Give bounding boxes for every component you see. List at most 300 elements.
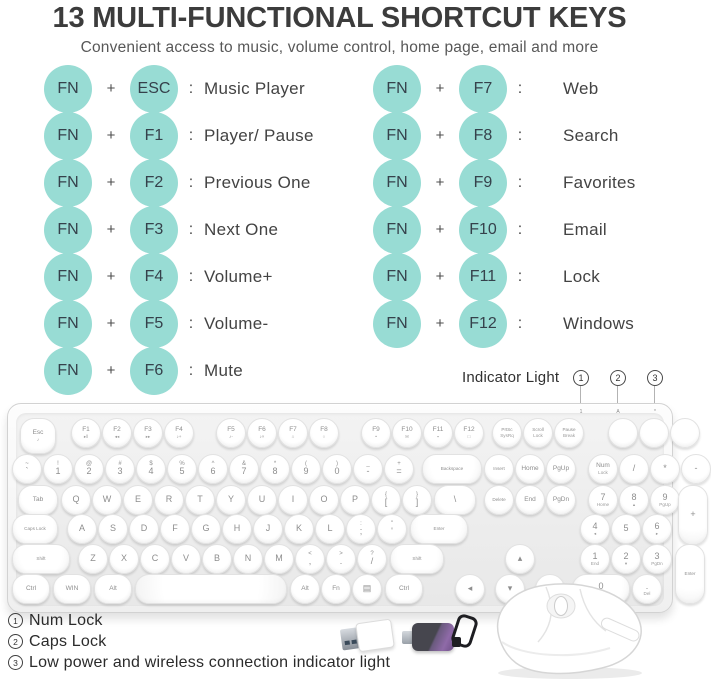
key-label: / — [370, 556, 374, 567]
key-sub-label: ▴ — [632, 502, 636, 508]
shortcut-key-badge: F2 — [130, 159, 178, 207]
key-- — [681, 454, 711, 484]
fn-key-badge: FN — [373, 300, 421, 348]
key-w — [92, 485, 122, 515]
shortcut-column-right — [373, 65, 636, 347]
key-label: J — [265, 523, 271, 534]
key-k — [284, 514, 314, 544]
keyboard-row — [8, 454, 711, 484]
key-label: ; — [359, 526, 363, 537]
fn-key-badge: FN — [44, 65, 92, 113]
keyboard-row — [8, 514, 672, 544]
keyboard-row — [8, 418, 700, 454]
key-enter — [675, 544, 705, 604]
key-label: G — [202, 523, 210, 534]
key-4 — [136, 454, 166, 484]
key-label: ▾ — [507, 583, 513, 594]
key-shift-symbol: > — [339, 551, 343, 558]
colon-separator: : — [188, 267, 194, 285]
shortcut-row — [44, 253, 314, 300]
shortcut-key-badge: F12 — [459, 300, 507, 348]
key-label: I — [291, 494, 295, 505]
plus-sign: + — [435, 315, 445, 332]
key-label: E — [134, 494, 141, 505]
key-f4 — [164, 418, 194, 448]
key-label: F7 — [289, 426, 297, 434]
key-label: Tab — [32, 495, 44, 503]
shortcut-column-left — [44, 65, 314, 394]
plus-sign: + — [106, 174, 116, 191]
plus-sign: + — [106, 221, 116, 238]
key-label: A — [78, 523, 85, 534]
colon-separator: : — [517, 220, 523, 238]
key-sub-label: ▾ — [624, 561, 628, 567]
key-label: T — [197, 494, 203, 505]
key-label: Alt — [109, 584, 117, 592]
key-label: W — [102, 494, 112, 505]
shortcut-action-label: Email — [563, 219, 608, 239]
key-label: F2 — [113, 426, 121, 434]
shortcut-action-label: Web — [563, 78, 599, 98]
key-label: ◂ — [467, 583, 473, 594]
key-shift-symbol: ^ — [211, 461, 215, 468]
key-shift-symbol: % — [179, 461, 185, 468]
key-label: F11 — [432, 426, 444, 434]
key-end — [515, 485, 545, 515]
key-label: . — [645, 580, 649, 591]
key-shift-symbol: ! — [57, 461, 59, 468]
fn-key-badge: FN — [44, 159, 92, 207]
key-label: * — [663, 463, 667, 474]
key-label: 3 — [654, 550, 660, 561]
key-r — [154, 485, 184, 515]
colon-separator: : — [188, 361, 194, 379]
key-label: K — [295, 523, 302, 534]
key-label: 4 — [592, 520, 598, 531]
key-sub-label: ▸▸ — [145, 433, 151, 439]
key-i — [278, 485, 308, 515]
key-8 — [260, 454, 290, 484]
key-o — [309, 485, 339, 515]
fn-key-badge: FN — [44, 206, 92, 254]
key-label: Alt — [301, 584, 309, 592]
key-label: Pause — [562, 427, 576, 433]
key-label: 8 — [631, 491, 637, 502]
key-label: S — [109, 523, 116, 534]
key-glyph — [455, 574, 485, 604]
key-shift-symbol: # — [118, 461, 122, 468]
key-sub-label: PgDn — [651, 561, 663, 567]
colon-separator: : — [188, 126, 194, 144]
key-backspace — [422, 454, 482, 484]
plus-sign: + — [435, 221, 445, 238]
key-esc — [20, 418, 56, 454]
key-label: - — [694, 463, 698, 474]
key-shift-symbol: ~ — [25, 461, 29, 468]
shortcut-row — [44, 347, 314, 394]
key-1 — [580, 544, 610, 574]
plus-sign: + — [106, 127, 116, 144]
key-label: [ — [384, 497, 388, 508]
shortcut-key-badge: F4 — [130, 253, 178, 301]
shortcut-action-label: Music Player — [204, 78, 305, 98]
key-label: N — [244, 553, 252, 564]
legend-number: 3 — [8, 655, 23, 670]
colon-separator: : — [517, 267, 523, 285]
key-/ — [619, 454, 649, 484]
legend-row — [8, 631, 390, 652]
shortcut-row — [373, 206, 636, 253]
key-label: 7 — [241, 466, 247, 477]
key-f — [160, 514, 190, 544]
key-label: U — [258, 494, 266, 505]
key-glyph — [352, 574, 382, 604]
key-glyph — [295, 544, 325, 574]
key-sub-label: • — [375, 433, 377, 439]
page-title: 13 MULTI-FUNCTIONAL SHORTCUT KEYS — [52, 2, 627, 34]
key-label: F1 — [82, 426, 90, 434]
key-sub-label: Lock — [533, 432, 543, 438]
key-9 — [650, 485, 680, 515]
key-f12 — [454, 418, 484, 448]
key-label: F6 — [258, 426, 266, 434]
key-g — [191, 514, 221, 544]
key-label: 4 — [148, 466, 154, 477]
key-2 — [611, 544, 641, 574]
indicator-light-label: Indicator Light — [462, 369, 560, 386]
key-label: Esc — [32, 429, 44, 437]
key-shift-symbol: } — [415, 492, 418, 499]
usb-c-adapter — [402, 615, 472, 657]
key-f9 — [361, 418, 391, 448]
colon-separator: : — [517, 314, 523, 332]
key-label: Backspace — [440, 465, 464, 471]
key-f2 — [102, 418, 132, 448]
key-7 — [588, 485, 618, 515]
key-label: Z — [90, 553, 96, 564]
shortcut-action-label: Next One — [204, 219, 279, 239]
key-enter — [410, 514, 468, 544]
key-h — [222, 514, 252, 544]
key-label: Enter — [684, 570, 696, 576]
key-blank — [670, 418, 700, 448]
key-shift-symbol: : — [360, 521, 362, 528]
key-label: + — [690, 509, 696, 520]
key-sub-label: Break — [562, 432, 575, 438]
key-f11 — [423, 418, 453, 448]
shortcut-row — [44, 300, 314, 347]
key-f7 — [278, 418, 308, 448]
key-label: ▴ — [517, 553, 523, 564]
key-glyph — [505, 544, 535, 574]
key-sub-label: ♪× — [259, 433, 265, 439]
legend-number: 2 — [8, 634, 23, 649]
key-label: \ — [453, 494, 457, 505]
key-f3 — [133, 418, 163, 448]
key-sub-label: ♪+ — [176, 433, 182, 439]
shortcut-action-label: Previous One — [204, 172, 311, 192]
key-b — [202, 544, 232, 574]
key-label: PgDn — [552, 495, 570, 503]
fn-key-badge: FN — [44, 253, 92, 301]
key-* — [650, 454, 680, 484]
key-label: P — [351, 494, 358, 505]
key-label: F9 — [372, 426, 380, 434]
key-label: V — [182, 553, 189, 564]
plus-sign: + — [106, 80, 116, 97]
key-label: Caps Lock — [24, 525, 46, 531]
plus-sign: + — [435, 80, 445, 97]
key-shift-symbol: _ — [366, 461, 370, 468]
shortcut-action-label: Volume- — [204, 313, 269, 333]
wireless-mouse-illustration — [482, 580, 654, 680]
fn-key-badge: FN — [373, 112, 421, 160]
key-1 — [43, 454, 73, 484]
key-label: 1 — [592, 550, 598, 561]
key-q — [61, 485, 91, 515]
key-label: . — [339, 556, 343, 567]
colon-separator: : — [517, 126, 523, 144]
key-label: L — [327, 523, 333, 534]
shortcut-key-badge: F11 — [459, 253, 507, 301]
shortcut-row — [44, 206, 314, 253]
key-label: C — [151, 553, 159, 564]
key-pause — [554, 418, 584, 448]
key-label: Delete — [492, 496, 506, 502]
key-label: 1 — [55, 466, 61, 477]
key-shift-symbol: ) — [336, 461, 338, 468]
key-blank — [639, 418, 669, 448]
key-c — [140, 544, 170, 574]
key-label: F5 — [227, 426, 235, 434]
colon-separator: : — [517, 79, 523, 97]
key-label: X — [120, 553, 127, 564]
key-delete — [484, 485, 514, 515]
key-glyph — [346, 514, 376, 544]
key-shift-symbol: * — [273, 461, 277, 468]
key-8 — [619, 485, 649, 515]
fn-key-badge: FN — [373, 159, 421, 207]
callout-number: 1 — [573, 370, 589, 386]
colon-separator: : — [517, 173, 523, 191]
key-label: ' — [391, 526, 393, 537]
key-label: End — [524, 495, 536, 503]
legend-text: Low power and wireless connection indicator light — [29, 653, 391, 671]
shortcut-action-label: Favorites — [563, 172, 636, 192]
key-5 — [611, 514, 641, 544]
key-sub-label: Del — [643, 591, 651, 597]
key-home — [515, 454, 545, 484]
key-3 — [105, 454, 135, 484]
legend-row — [8, 610, 390, 631]
colon-separator: : — [188, 314, 194, 332]
callout-number: 2 — [610, 370, 626, 386]
key-f5 — [216, 418, 246, 448]
key-n — [233, 544, 263, 574]
key-label: 0 — [598, 580, 604, 591]
colon-separator: : — [188, 79, 194, 97]
key-p — [340, 485, 370, 515]
key-label: = — [396, 466, 402, 477]
key-shift-symbol: $ — [149, 461, 153, 468]
shortcut-key-badge: F9 — [459, 159, 507, 207]
key-shift-symbol: { — [384, 492, 387, 499]
key-insert — [484, 454, 514, 484]
key-label: 5 — [179, 466, 185, 477]
key-label: F8 — [320, 426, 328, 434]
fn-key-badge: FN — [373, 253, 421, 301]
key-alt — [290, 574, 320, 604]
key-label: Shift — [412, 555, 422, 561]
key-- — [353, 454, 383, 484]
key-label: O — [320, 494, 328, 505]
indicator-light-mark: A — [616, 409, 620, 415]
key-sub-label: ▸ — [655, 531, 659, 537]
key-label: PgUp — [552, 464, 570, 472]
key-pgup — [546, 454, 576, 484]
fn-key-badge: FN — [373, 206, 421, 254]
key-shift-symbol: @ — [85, 461, 93, 468]
key-sub-label: □ — [467, 433, 471, 439]
key-0 — [322, 454, 352, 484]
key-shift-symbol: ? — [370, 551, 374, 558]
key-sub-label: ✉ — [405, 433, 409, 439]
fn-key-badge: FN — [44, 300, 92, 348]
key-v — [171, 544, 201, 574]
key-label: Home — [521, 464, 539, 472]
key-2 — [74, 454, 104, 484]
shortcut-key-badge: F1 — [130, 112, 178, 160]
key-shift — [12, 544, 70, 574]
key-blank — [135, 574, 287, 604]
key-label: H — [233, 523, 241, 534]
key-d — [129, 514, 159, 544]
shortcut-row — [373, 300, 636, 347]
key-label: PrtSc — [501, 427, 513, 433]
legend-text: Num Lock — [29, 611, 103, 629]
key-label: Scroll — [532, 427, 544, 433]
shortcut-action-label: Search — [563, 125, 619, 145]
key-x — [109, 544, 139, 574]
scroll-wheel — [555, 597, 568, 616]
key-label: 0 — [334, 466, 340, 477]
shortcut-row — [44, 112, 314, 159]
key-glyph — [371, 485, 401, 515]
shortcut-key-badge: F7 — [459, 65, 507, 113]
key-j — [253, 514, 283, 544]
colon-separator: : — [188, 173, 194, 191]
key-label: 7 — [600, 491, 606, 502]
legend-number: 1 — [8, 613, 23, 628]
key-label: ` — [25, 466, 29, 477]
key-7 — [229, 454, 259, 484]
key-label: 5 — [623, 523, 629, 534]
colon-separator: : — [188, 220, 194, 238]
shortcut-action-label: Mute — [204, 360, 243, 380]
shortcut-key-badge: F8 — [459, 112, 507, 160]
key-scroll — [523, 418, 553, 448]
key-label: 6 — [654, 520, 660, 531]
key-label: - — [366, 466, 370, 477]
legend-row — [8, 652, 390, 673]
key-sub-label: ◂◂ — [114, 433, 120, 439]
shortcut-key-badge: F10 — [459, 206, 507, 254]
key-label: 9 — [662, 491, 668, 502]
key-shift-symbol: + — [397, 461, 401, 468]
key-glyph — [377, 514, 407, 544]
key-+ — [678, 485, 708, 545]
key-sub-label: PgUp — [659, 502, 671, 508]
key-label: Y — [227, 494, 234, 505]
key-shift — [390, 544, 444, 574]
key-label: Fn — [332, 584, 340, 592]
key-label: 2 — [623, 550, 629, 561]
key-t — [185, 485, 215, 515]
key-label: F12 — [463, 426, 475, 434]
key-sub-label: ♪ — [36, 436, 40, 442]
plus-sign: + — [106, 315, 116, 332]
key-label: 3 — [117, 466, 123, 477]
key-label: Ctrl — [25, 584, 37, 592]
key-alt — [94, 574, 132, 604]
legend-text: Caps Lock — [29, 632, 107, 650]
key-fn — [321, 574, 351, 604]
key-6 — [198, 454, 228, 484]
key-sub-label: ♪- — [229, 433, 233, 439]
key-shift-symbol: ( — [305, 461, 307, 468]
key-glyph — [402, 485, 432, 515]
key-label: F4 — [175, 426, 183, 434]
fn-key-badge: FN — [373, 65, 421, 113]
shortcut-action-label: Volume+ — [204, 266, 273, 286]
key-label: F — [172, 523, 178, 534]
key-shift-symbol: & — [241, 461, 246, 468]
indicator-legend — [8, 610, 390, 673]
shortcut-action-label: Player/ Pause — [204, 125, 314, 145]
key-glyph — [12, 454, 42, 484]
key-ctrl — [12, 574, 50, 604]
key-label: Insert — [493, 465, 505, 471]
key-label: 2 — [86, 466, 92, 477]
key-sub-label: End — [590, 561, 600, 567]
shortcut-row — [373, 112, 636, 159]
shortcut-row — [373, 159, 636, 206]
shortcut-row — [373, 253, 636, 300]
key-sub-label: ▸‖ — [83, 433, 89, 439]
key-label: M — [275, 553, 283, 564]
indicator-light-mark: * — [654, 409, 656, 415]
plus-sign: + — [106, 268, 116, 285]
key-e — [123, 485, 153, 515]
key-prtsc — [492, 418, 522, 448]
key-label: 6 — [210, 466, 216, 477]
plus-sign: + — [435, 268, 445, 285]
key-blank — [608, 418, 638, 448]
key-m — [264, 544, 294, 574]
key-sub-label: Lock — [598, 469, 608, 475]
key-label: Ctrl — [398, 584, 410, 592]
key-label: / — [632, 463, 636, 474]
key-a — [67, 514, 97, 544]
key-6 — [642, 514, 672, 544]
fn-key-badge: FN — [44, 112, 92, 160]
key-label: D — [140, 523, 148, 534]
key-f10 — [392, 418, 422, 448]
shortcut-action-label: Windows — [563, 313, 635, 333]
shortcut-row — [44, 65, 314, 112]
shortcut-row — [44, 159, 314, 206]
key-label: 8 — [272, 466, 278, 477]
